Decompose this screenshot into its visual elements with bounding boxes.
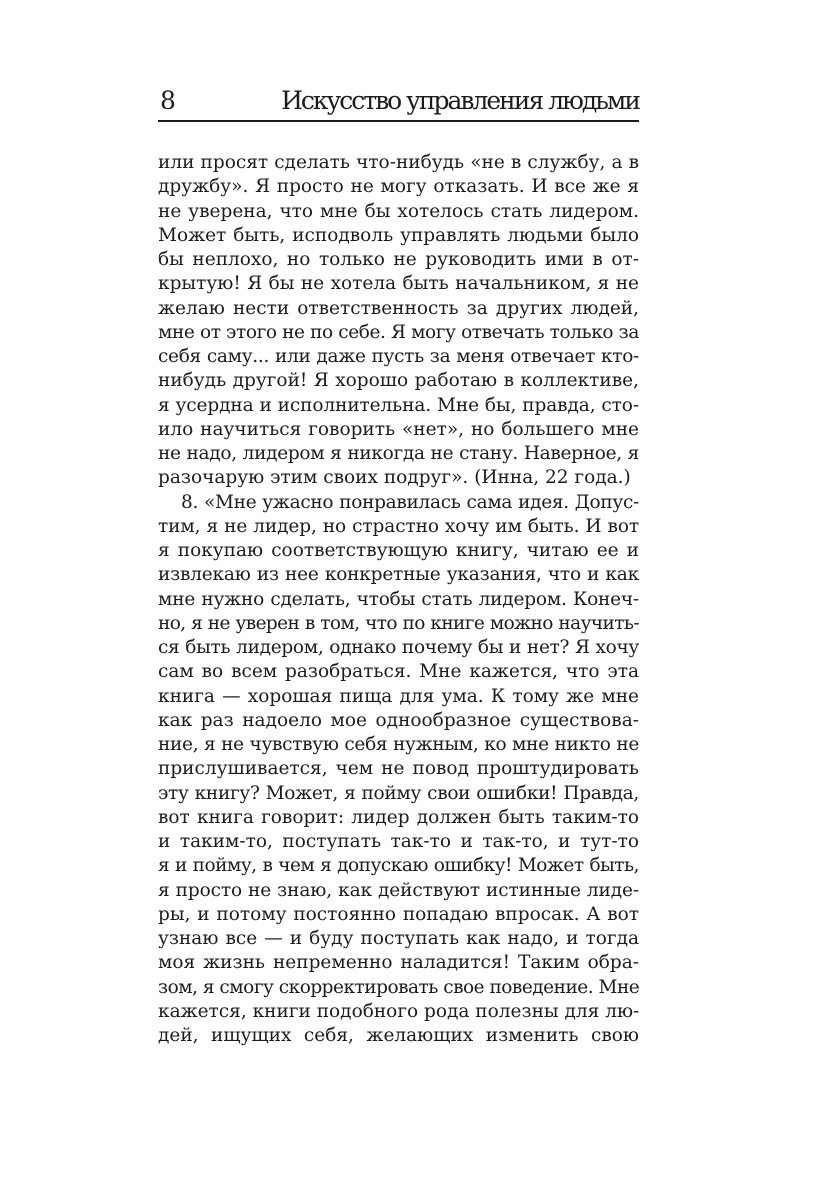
text-line: Может быть, исподволь управлять людьми было xyxy=(158,224,639,246)
text-line: узнаю все — и буду поступать как надо, и тогда xyxy=(158,928,639,949)
text-line: зом, я смогу скорректировать свое поведение. Мне xyxy=(158,976,640,998)
text-line: я и пойму, в чем я допускаю ошибку! Может быть, xyxy=(158,855,639,877)
text-line: желаю нести ответственность за других людей, xyxy=(158,297,639,319)
text-line: ся быть лидером, однако почему бы и нет? Я хочу xyxy=(158,637,639,658)
text-line: книга — хорошая пища для ума. К тому же мне xyxy=(158,685,639,707)
text-line: ило научиться говорить «нет», но большего мне xyxy=(158,418,639,440)
text-line: ры, и потому постоянно попадаю впросак. А вот xyxy=(158,903,639,925)
text-line: нибудь другой! Я хорошо работаю в коллективе, xyxy=(158,370,639,392)
text-line: не уверена, что мне бы хотелось стать лидером. xyxy=(158,200,639,222)
text-line: эту книгу? Может, я пойму свои ошибки! Правда, xyxy=(158,782,639,804)
text-line: крытую! Я бы не хотела быть начальником, я не xyxy=(158,273,639,295)
text-line: мне нужно сделать, чтобы стать лидером. Конеч- xyxy=(158,588,639,610)
text-line: я усердна и исполнительна. Мне бы, правда, сто- xyxy=(158,394,639,416)
text-line: я просто не знаю, как действуют истинные лиде- xyxy=(158,879,639,901)
text-line: моя жизнь непременно наладится! Таким обра- xyxy=(158,952,639,974)
text-line: или просят сделать что-нибудь «не в службу, а в xyxy=(158,152,639,173)
text-line: и таким-то, поступать так-то и так-то, и тут-то xyxy=(158,831,639,852)
paragraph-first-line: 8. «Мне ужасно понравилась сама идея. Допус- xyxy=(181,491,639,513)
running-title: Искусство управления людьми xyxy=(281,86,639,115)
text-line: как раз надоело мое однообразное существова- xyxy=(158,709,639,731)
text-line: дружбу». Я просто не могу отказать. И все же я xyxy=(158,176,639,198)
text-line: кажется, книги подобного рода полезны для лю- xyxy=(158,1000,640,1022)
paragraph-last-line: разочарую этим своих подруг». (Инна, 22 года.) xyxy=(158,467,631,489)
body-text xyxy=(158,151,639,1048)
text-line: бы неплохо, но только не руководить ими в от- xyxy=(158,249,639,270)
text-line: не надо, лидером я никогда не стану. Наверное, я xyxy=(158,443,639,464)
text-line: я покупаю соответствующую книгу, читаю ее и xyxy=(158,540,639,561)
text-line: сам во всем разобраться. Мне кажется, что эта xyxy=(158,661,639,683)
text-line: но, я не уверен в том, что по книге можно научить- xyxy=(158,612,639,634)
text-line: тим, я не лидер, но страстно хочу им быть. И вот xyxy=(158,515,639,537)
text-line: извлекаю из нее конкретные указания, что и как xyxy=(158,564,639,586)
text-line: мне от этого не по себе. Я могу отвечать только за xyxy=(158,321,639,343)
page-number: 8 xyxy=(160,86,176,115)
page-header xyxy=(158,80,639,122)
text-line: вот книга говорит: лидер должен быть таким-то xyxy=(158,806,639,828)
text-line: прислушивается, чем не повод проштудировать xyxy=(158,758,639,780)
text-line: дей, ищущих себя, желающих изменить свою xyxy=(158,1025,639,1046)
text-line: себя саму... или даже пусть за меня отвечает кто- xyxy=(158,346,639,367)
text-line: ние, я не чувствую себя нужным, ко мне никто не xyxy=(158,734,639,755)
